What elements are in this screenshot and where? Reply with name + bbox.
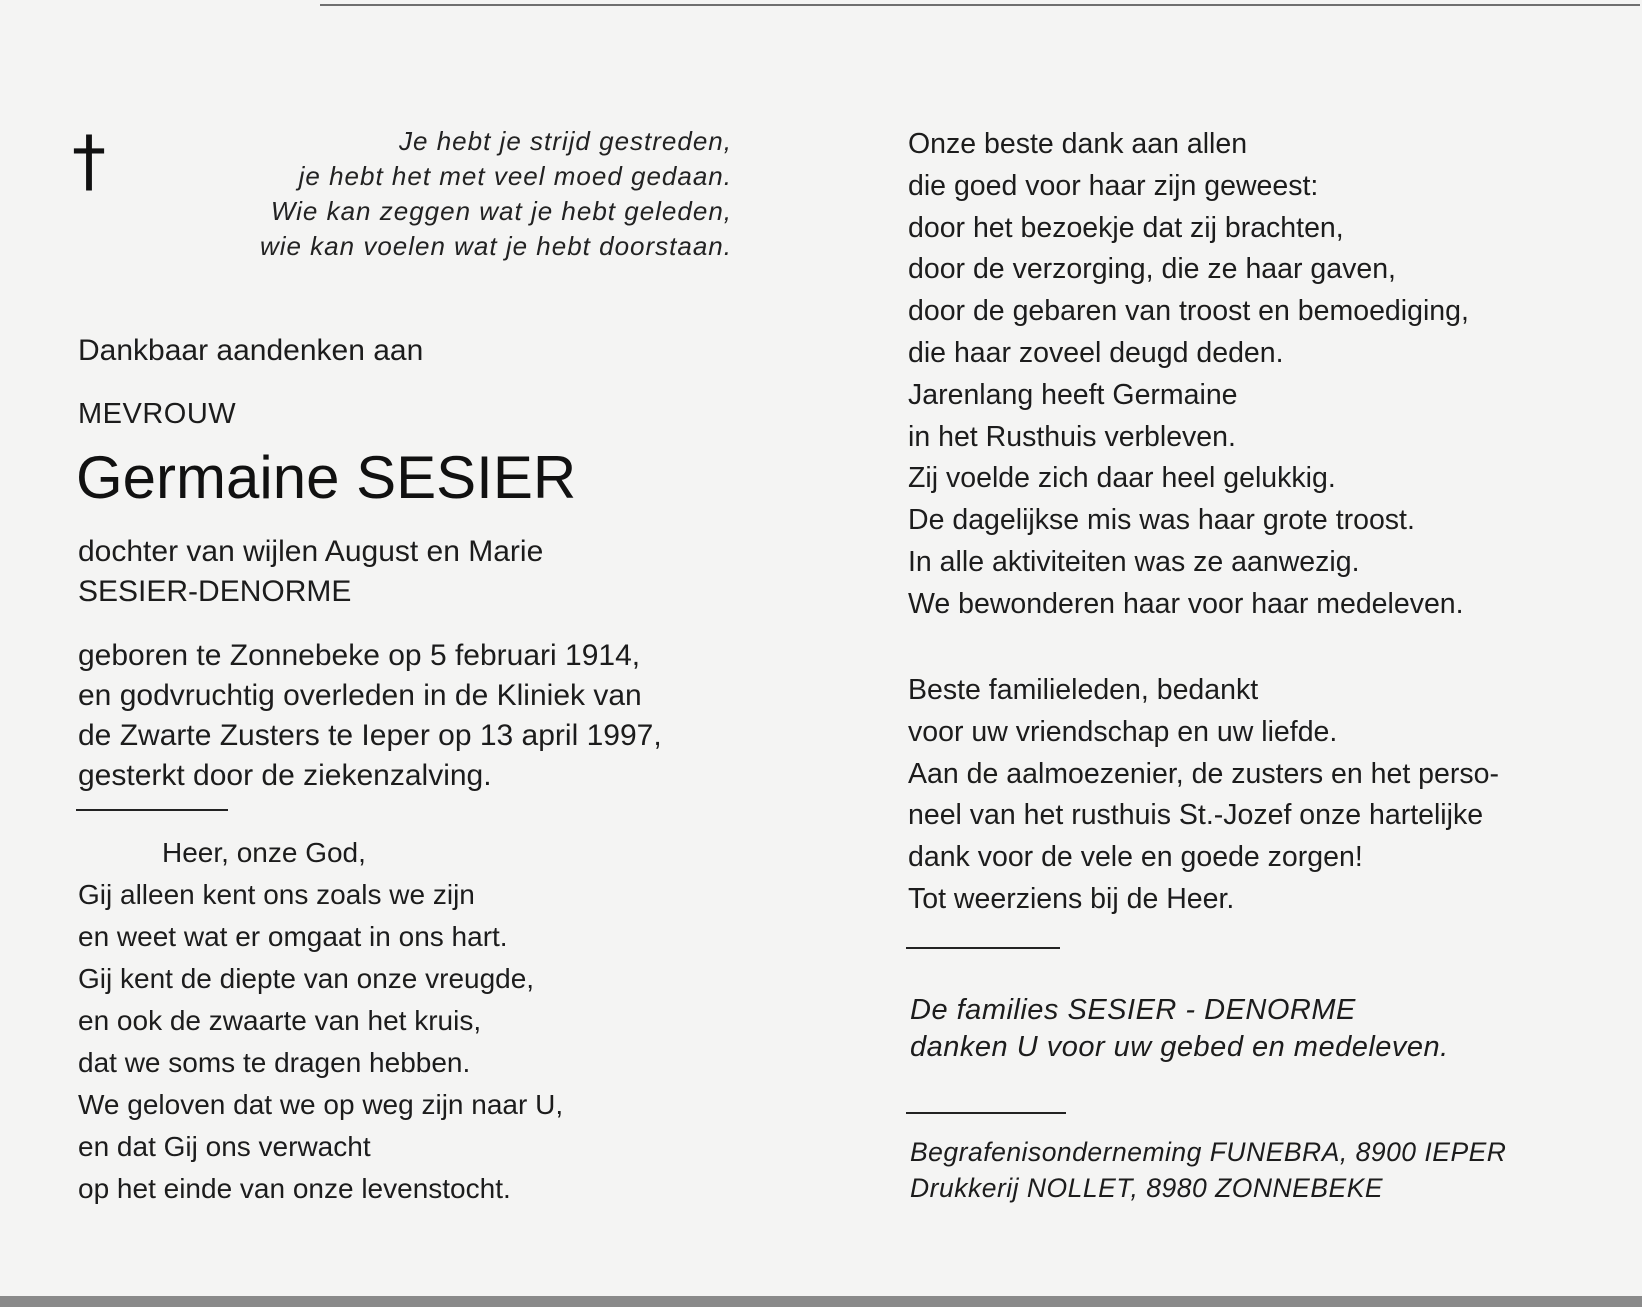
thanks-line: door de gebaren van troost en bemoediging, — [908, 295, 1469, 328]
thanks-line: in het Rusthuis verbleven. — [908, 420, 1236, 453]
prayer-line: en weet wat er omgaat in ons hart. — [78, 921, 508, 952]
scan-top-edge — [320, 4, 1640, 6]
thanks-line: In alle aktiviteiten was ze aanwezig. — [908, 545, 1360, 578]
life-line: de Zwarte Zusters te Ieper op 13 april 1997, — [78, 719, 662, 752]
funeral-line: Drukkerij NOLLET, 8980 ZONNEBEKE — [910, 1173, 1384, 1203]
prayer-line: dat we soms te dragen hebben. — [78, 1047, 471, 1078]
funeral-line: Begrafenisonderneming FUNEBRA, 8900 IEPER — [910, 1137, 1507, 1167]
scan-bottom-edge — [0, 1296, 1642, 1307]
family-thanks-block — [908, 670, 1499, 921]
thanks-line: We bewonderen haar voor haar medeleven. — [908, 587, 1464, 620]
prayer-block — [78, 832, 563, 1210]
thanks-line: Jarenlang heeft Germaine — [908, 378, 1238, 411]
divider-left — [76, 809, 228, 811]
parents-line: dochter van wijlen August en Marie — [78, 535, 544, 568]
cross-icon: † — [72, 122, 106, 201]
families-line: De families SESIER - DENORME — [910, 994, 1356, 1026]
motto-line: wie kan voelen wat je hebt doorstaan. — [259, 231, 732, 261]
family-thanks-line: dank voor de vele en goede zorgen! — [908, 841, 1363, 874]
thanks-line: door het bezoekje dat zij brachten, — [908, 211, 1344, 244]
title-word: MEVROUW — [78, 398, 237, 430]
families-signature — [910, 992, 1449, 1066]
prayer-line: We geloven dat we op weg zijn naar U, — [78, 1089, 564, 1120]
family-thanks-line: Beste familieleden, bedankt — [908, 674, 1259, 706]
deceased-name: Germaine SESIER — [76, 444, 577, 511]
divider-right-1 — [906, 947, 1060, 949]
divider-right-2 — [906, 1112, 1066, 1114]
prayer-line: en ook de zwaarte van het kruis, — [78, 1005, 482, 1036]
thanks-line: De dagelijkse mis was haar grote troost. — [908, 504, 1415, 537]
thanks-block — [908, 124, 1469, 626]
funeral-credits — [910, 1134, 1506, 1206]
family-thanks-line: neel van het rusthuis St.-Jozef onze hartelijke — [908, 799, 1484, 832]
parents-line: SESIER-DENORME — [78, 575, 352, 608]
families-line: danken U voor uw gebed en medeleven. — [910, 1031, 1449, 1063]
intro-text: Dankbaar aandenken aan — [78, 334, 424, 367]
life-dates-block — [78, 636, 662, 796]
motto-verse — [200, 124, 732, 264]
motto-line: je hebt het met veel moed gedaan. — [298, 161, 732, 191]
motto-line: Je hebt je strijd gestreden, — [399, 126, 732, 156]
prayer-line: en dat Gij ons verwacht — [78, 1131, 371, 1162]
life-line: gesterkt door de ziekenzalving. — [78, 759, 492, 792]
thanks-line: die haar zoveel deugd deden. — [908, 336, 1284, 369]
prayer-line: Gij kent de diepte van onze vreugde, — [78, 963, 535, 994]
thanks-line: Onze beste dank aan allen — [908, 128, 1248, 160]
thanks-line: Zij voelde zich daar heel gelukkig. — [908, 462, 1336, 495]
family-thanks-line: voor uw vriendschap en uw liefde. — [908, 715, 1338, 748]
prayer-line: Gij alleen kent ons zoals we zijn — [78, 879, 475, 910]
prayer-line: op het einde van onze levenstocht. — [78, 1173, 511, 1204]
parents-block — [78, 532, 543, 612]
life-line: en godvruchtig overleden in de Kliniek van — [78, 679, 642, 712]
motto-line: Wie kan zeggen wat je hebt geleden, — [270, 196, 732, 226]
family-thanks-line: Tot weerziens bij de Heer. — [908, 882, 1235, 915]
family-thanks-line: Aan de aalmoezenier, de zusters en het perso- — [908, 757, 1499, 790]
life-line: geboren te Zonnebeke op 5 februari 1914, — [78, 639, 641, 672]
thanks-line: die goed voor haar zijn geweest: — [908, 169, 1319, 202]
thanks-line: door de verzorging, die ze haar gaven, — [908, 253, 1396, 286]
prayer-line: Heer, onze God, — [162, 837, 366, 868]
